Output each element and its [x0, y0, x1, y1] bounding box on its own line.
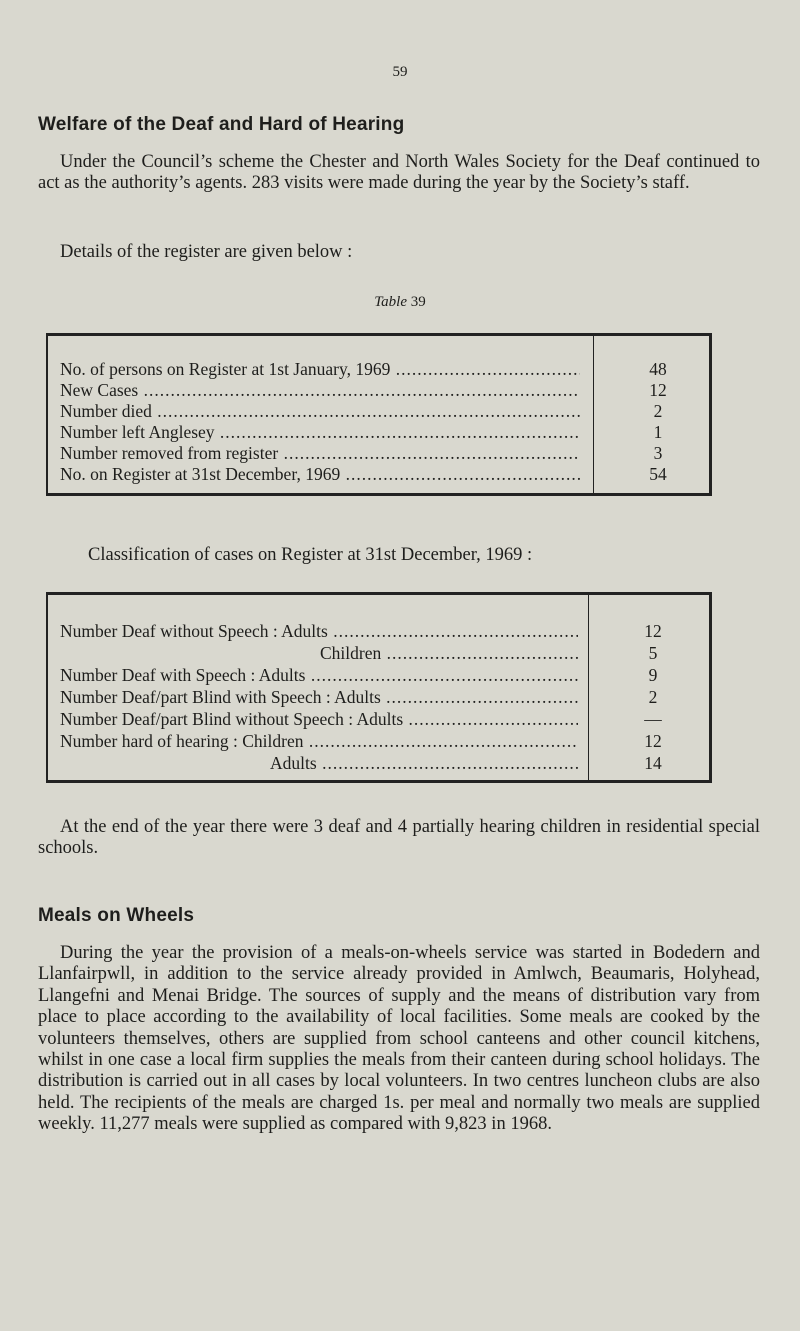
- register-row-value: 3: [653, 443, 663, 463]
- register-row-value: 2: [653, 401, 663, 421]
- table-row: [48, 443, 709, 464]
- children-note: At the end of the year there were 3 deaf and 4 partially hearing children in residential special schools.: [38, 817, 760, 858]
- table-row: [48, 731, 709, 752]
- classification-row-value: 9: [648, 665, 658, 685]
- register-row-value: 48: [649, 359, 667, 379]
- classification-row-label: Number Deaf/part Blind without Speech : Adults .....: [60, 709, 578, 730]
- register-row-label: No. on Register at 31st December, 1969 .....: [60, 464, 580, 485]
- classification-row-value: —: [644, 709, 662, 729]
- classification-row-label: Number Deaf with Speech : Adults .....: [60, 665, 578, 686]
- classification-intro: Classification of cases on Register at 31st December, 1969 :: [88, 545, 533, 565]
- register-row-label: Number removed from register .....: [60, 443, 580, 464]
- table-caption: [0, 294, 800, 311]
- classification-table: [46, 592, 712, 783]
- classification-row-label: Children .....: [320, 643, 578, 664]
- classification-row-value: 12: [644, 621, 662, 641]
- table-row: [48, 643, 709, 664]
- register-row-label: Number died .....: [60, 401, 580, 422]
- classification-row-value: 14: [644, 753, 662, 773]
- classification-row-value: 2: [648, 687, 658, 707]
- register-intro: Details of the register are given below :: [60, 242, 353, 262]
- table-caption-number: 39: [410, 294, 426, 310]
- meals-section-paragraph: During the year the provision of a meals-on-wheels service was started in Bodedern and Llanfairpwll, in addition to the service already provided in Amlwch, Beaumaris, Holyhead, Llangefni and Menai Bridge. The sources of supply and the means of distribution vary from place to place according to the availability of local facilities. Some meals are cooked by the volunteers themselves, others are supplied from school canteens and other council kitchens, whilst in one case a local firm supplies the meals from their canteen during school holidays. The distribution is carried out in all cases by local volunteers. In two centres luncheon clubs are also held. The recipients of the meals are charged 1s. per meal and normally two meals are supplied weekly. 11,277 meals were supplied as compared with 9,823 in 1968.: [38, 943, 760, 1135]
- classification-row-label: Adults .....: [270, 753, 578, 774]
- register-row-label: Number left Anglesey .....: [60, 422, 580, 443]
- table-row: [48, 401, 709, 422]
- register-table: [46, 333, 712, 496]
- classification-row-label: Number hard of hearing : Children .....: [60, 731, 578, 752]
- table-row: [48, 422, 709, 443]
- register-row-value: 12: [649, 380, 667, 400]
- table-caption-word: Table: [374, 294, 408, 310]
- deaf-section-paragraph: Under the Council’s scheme the Chester and North Wales Society for the Deaf continued to act as the authority’s agents. 283 visits were made during the year by the Society’s staff.: [38, 152, 760, 193]
- deaf-section-heading: Welfare of the Deaf and Hard of Hearing: [38, 114, 405, 135]
- register-row-value: 54: [649, 464, 667, 484]
- register-row-value: 1: [653, 422, 663, 442]
- table-row: [48, 359, 709, 380]
- table-row: [48, 665, 709, 686]
- meals-section-heading: Meals on Wheels: [38, 905, 195, 926]
- classification-row-value: 5: [648, 643, 658, 663]
- table-row: [48, 621, 709, 642]
- page-number: 59: [392, 64, 408, 80]
- table-row: [48, 380, 709, 401]
- table-row: [48, 753, 709, 774]
- table-row: [48, 709, 709, 730]
- classification-row-label: Number Deaf without Speech : Adults .....: [60, 621, 578, 642]
- table-row: [48, 687, 709, 708]
- register-row-label: No. of persons on Register at 1st January, 1969 .....: [60, 359, 580, 380]
- classification-row-label: Number Deaf/part Blind with Speech : Adults .....: [60, 687, 578, 708]
- classification-row-value: 12: [644, 731, 662, 751]
- register-row-label: New Cases .....: [60, 380, 580, 401]
- table-row: [48, 464, 709, 485]
